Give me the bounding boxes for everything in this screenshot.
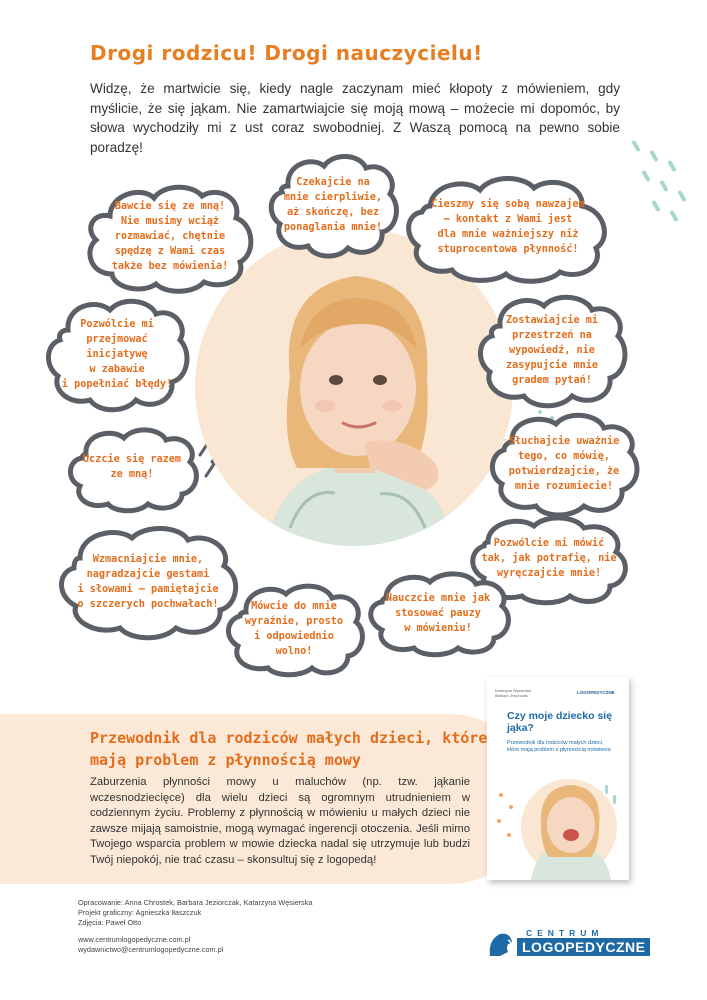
book-subtitle: Przewodnik dla rodziców małych dzieci, które mają problem z płynnością mówienia bbox=[507, 740, 611, 753]
book-author: Barbara Jeziorczak bbox=[495, 694, 528, 698]
speech-cloud-clearly bbox=[222, 580, 366, 678]
speech-cloud-contact bbox=[400, 172, 616, 282]
cloud-text: Uczcie się razem ze mną! bbox=[82, 454, 182, 480]
cloud-text: Pozwólcie mi mówić tak, jak potrafię, nie wyręczajcie mnie! bbox=[481, 537, 617, 579]
speech-cloud-patience bbox=[266, 150, 400, 260]
mint-dashes-decoration bbox=[631, 140, 686, 222]
email-link[interactable]: wydawnictwo@centrumlogopedyczne.com.pl bbox=[78, 945, 224, 954]
guide-text: Zaburzenia płynności mowy u maluchów (np. tzw. jąkanie wczesnodziecięce) dla wielu dzieci są ogromnym utrudnieniem w codziennym życiu. Problemy z płynnością w mówieniu u małych dzieci nie zawsze mijają samoistnie, mogą wymagać ingerencji otoczenia. Jeśli mimo Twojego wsparcia problem w mowie dziecka nadal się utrzymuje lub budzi Twój niepokój, nie trać czasu – skonsultuj się z logopedą! bbox=[90, 776, 470, 866]
book-brand: LOGOPEDYCZNE bbox=[577, 690, 615, 695]
intro-paragraph: Widzę, że martwicie się, kiedy nagle zaczynam mieć kłopoty z mówieniem, gdy myślicie, że się jąkam. Nie zamartwiajcie się moją mową – możecie mi dopomóc, by słowa wychodziły mi z ust coraz swobodniej. Z Waszą pomocą na pewno sobie poradzę! bbox=[90, 81, 620, 155]
cloud-text: Wzmacniajcie mnie, nagradzajcie gestami i słowami – pamiętajcie o szczerych pochwałach! bbox=[77, 554, 219, 610]
speech-cloud-listen bbox=[486, 408, 642, 520]
guide-title: Przewodnik dla rodziców małych dzieci, które mają problem z płynnością mowy bbox=[90, 729, 488, 769]
speech-cloud-learn bbox=[64, 424, 200, 510]
cloud-text: Mówcie do mnie wyraźnie, prosto i odpowiednio wolno! bbox=[244, 601, 344, 657]
speech-cloud-play bbox=[80, 180, 260, 292]
logo-main-text: LOGOPEDYCZNE bbox=[517, 938, 650, 956]
cloud-text: Nauczcie mnie jak stosować pauzy w mówieniu! bbox=[385, 592, 491, 634]
speech-cloud-praise bbox=[50, 520, 246, 644]
book-cover-image bbox=[487, 765, 629, 880]
centrum-logopedyczne-logo bbox=[486, 922, 646, 962]
page-title: Drogi rodzicu! Drogi nauczycielu! bbox=[90, 41, 483, 65]
contacts bbox=[78, 935, 223, 955]
cloud-text: Zostawiajcie mi przestrzeń na wypowiedź, nie zasypujcie mnie gradem pytań! bbox=[505, 314, 598, 386]
book-title: Czy moje dziecko się jąka? bbox=[507, 710, 613, 734]
speech-cloud-pauses bbox=[364, 570, 512, 656]
cloud-text: Słuchajcie uważnie tego, co mówię, potwierdzajcie, że mnie rozumiecie! bbox=[508, 436, 620, 492]
speech-cloud-initiative bbox=[42, 292, 192, 416]
book-cover bbox=[487, 677, 629, 880]
book-authors bbox=[495, 689, 531, 699]
credits-design: Projekt graficzny: Agnieszka Iłaszczuk bbox=[78, 908, 202, 917]
website-link[interactable]: www.centrumlogopedyczne.com.pl bbox=[78, 935, 191, 944]
logo-head-icon bbox=[486, 930, 516, 960]
cloud-text: Bawcie się ze mną! Nie musimy wciąż rozmawiać, chętnie spędzę z Wami czas także bez mówienia! bbox=[111, 200, 229, 272]
speech-cloud-space bbox=[472, 288, 632, 412]
book-author: Katarzyna Węsierska bbox=[495, 689, 531, 693]
cloud-text: Pozwólcie mi przejmować inicjatywę w zabawie i popełniać błędy! bbox=[61, 318, 173, 390]
cloud-text: Cieszmy się sobą nawzajem – kontakt z Wami jest dla mnie ważniejszy niż stuprocentowa płynność! bbox=[431, 199, 585, 255]
credits-authors: Opracowanie: Anna Chrostek, Barbara Jeziorczak, Katarzyna Węsierska bbox=[78, 898, 313, 907]
credits-photos: Zdjęcia: Paweł Otto bbox=[78, 918, 142, 927]
cloud-text: Czekajcie na mnie cierpliwie, aż skończę, bez ponaglania mnie! bbox=[283, 177, 383, 233]
logo-top-text: CENTRUM bbox=[526, 928, 604, 938]
credits bbox=[78, 898, 312, 928]
